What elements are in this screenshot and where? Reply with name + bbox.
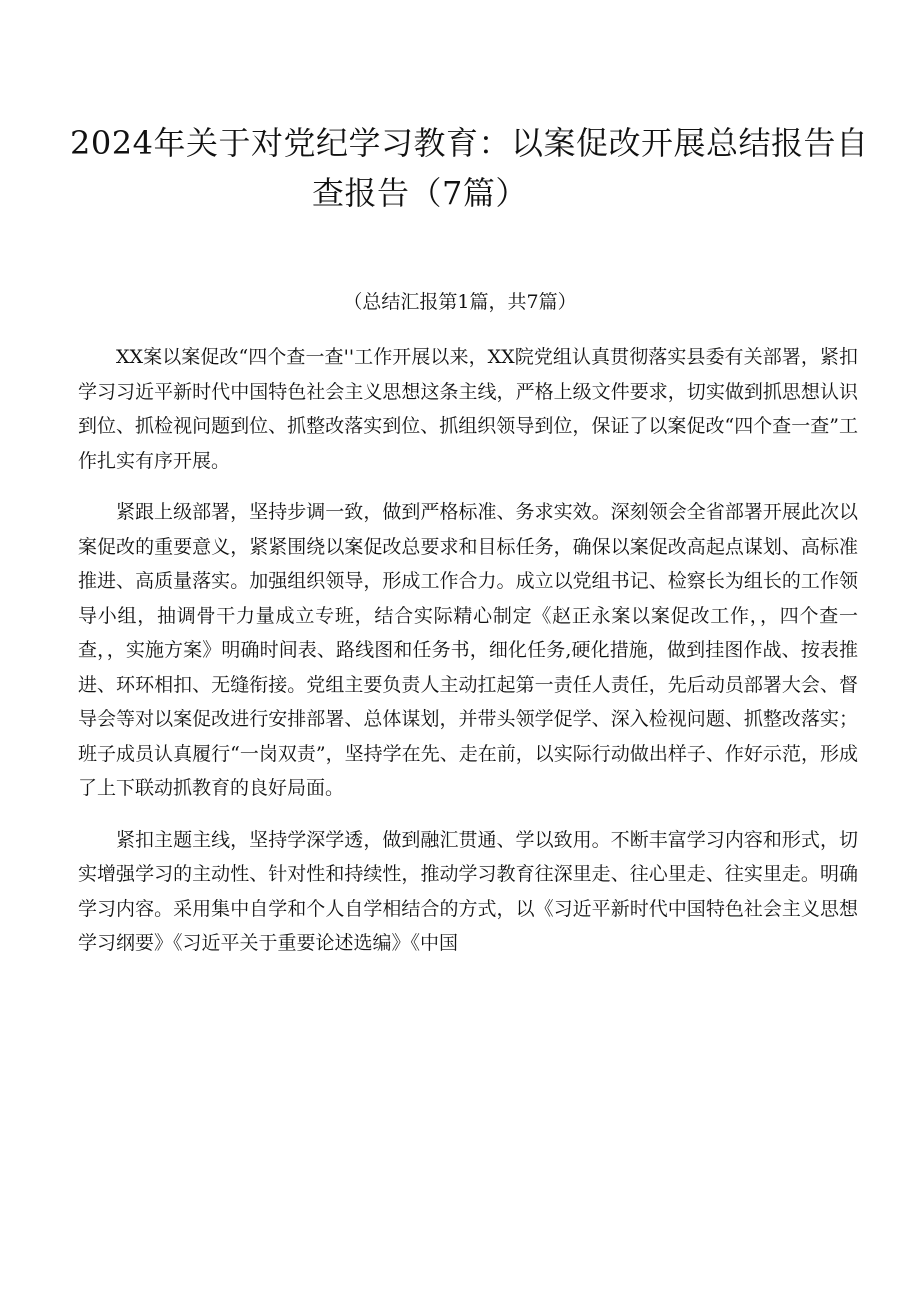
document-title [70, 118, 869, 218]
paragraph-3: 紧扣主题主线，坚持学深学透，做到融汇贯通、学以致用。不断丰富学习内容和形式，切实增强学习的主动性、针对性和持续性，推动学习教育往深里走、往心里走、往实里走。明确学习内容。采用集中自学和个人自学相结合的方式，以《习近平新时代中国特色社会主义思想学习纲要》《习近平关于重要论述选编》《中国 [78, 828, 858, 954]
document-body [78, 340, 858, 961]
paragraph-2: 紧跟上级部署，坚持步调一致，做到严格标准、务求实效。深刻领会全省部署开展此次以案促改的重要意义，紧紧围绕以案促改总要求和目标任务，确保以案促改高起点谋划、高标准推进、高质量落实。加强组织领导，形成工作合力。成立以党组书记、检察长为组长的工作领导小组，抽调骨干力量成立专班，结合实际精心制定《赵正永案以案促改工作，，四个查一查，，实施方案》明确时间表、路线图和任务书，细化任务,硬化措施，做到挂图作战、按表推进、环环相扣、无缝衔接。党组主要负责人主动扛起第一责任人责任，先后动员部署大会、督导会等对以案促改进行安排部署、总体谋划，并带头领学促学、深入检视问题、抓整改落实；班子成员认真履行“一岗双责”，坚持学在先、走在前，以实际行动做出样子、作好示范，形成了上下联动抓教育的良好局面。 [78, 501, 858, 799]
document-subtitle: （总结汇报第1篇，共7篇） [343, 291, 577, 313]
title-line-1: 2024年关于对党纪学习教育：以案促改开展总结报告自 [70, 124, 869, 162]
title-line-2: 查报告（7篇） [312, 174, 528, 212]
paragraph-1: XX案以案促改“四个查一查''工作开展以来，XX院党组认真贯彻落实县委有关部署，紧扣学习习近平新时代中国特色社会主义思想这条主线，严格上级文件要求，切实做到抓思想认识到位、抓检视问题到位、抓整改落实到位、抓组织领导到位，保证了以案促改“四个查一查”工作扎实有序开展。 [78, 346, 858, 472]
